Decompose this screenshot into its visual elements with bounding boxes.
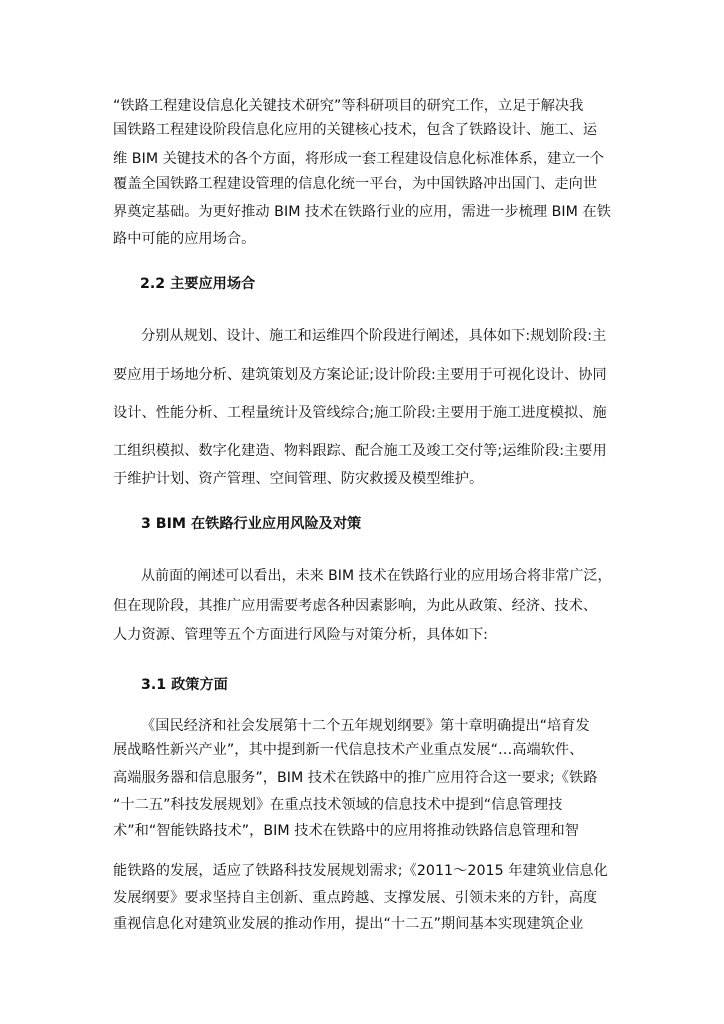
section-heading-3: 3 BIM 在铁路行业应用风险及对策 <box>141 516 362 532</box>
text-line: 维 BIM 关键技术的各个方面，将形成一套工程建设信息化标准体系，建立一个 <box>113 151 605 167</box>
text-line: 从前面的阐述可以看出，未来 BIM 技术在铁路行业的应用场合将非常广泛， <box>141 568 612 584</box>
text-line: 要应用于场地分析、建筑策划及方案论证;设计阶段:主要用于可视化设计、协同 <box>113 367 607 383</box>
text-line: 展战略性新兴产业”，其中提到新一代信息技术产业重点发展“…高端软件、 <box>113 742 584 758</box>
text-line: 人力资源、管理等五个方面进行风险与对策分析，具体如下: <box>113 627 489 643</box>
text-line: 重视信息化对建筑业发展的推动作用，提出“十二五”期间基本实现建筑企业 <box>113 916 584 932</box>
text-line: 但在现阶段，其推广应用需要考虑各种因素影响，为此从政策、经济、技术、 <box>113 598 598 614</box>
text-line: “铁路工程建设信息化关键技术研究”等科研项目的研究工作，立足于解决我 <box>113 98 584 114</box>
text-line: 路中可能的应用场合。 <box>113 231 256 247</box>
text-line: “十二五”科技发展规划》在重点技术领域的信息技术中提到“信息管理技 <box>113 797 563 813</box>
text-line: 分别从规划、设计、施工和运维四个阶段进行阐述，具体如下:规划阶段:主 <box>141 328 607 344</box>
text-line: 发展纲要》要求坚持自主创新、重点跨越、支撑发展、引领未来的方针，高度 <box>113 890 598 906</box>
text-line: 高端服务器和信息服务”，BIM 技术在铁路中的推广应用符合这一要求;《铁路 <box>113 770 598 786</box>
section-heading-3-1: 3.1 政策方面 <box>141 677 228 693</box>
section-heading-2-2: 2.2 主要应用场合 <box>140 276 256 292</box>
text-line: 工组织模拟、数字化建造、物料跟踪、配合施工及竣工交付等;运维阶段:主要用 <box>113 443 607 459</box>
text-line: 国铁路工程建设阶段信息化应用的关键核心技术，包含了铁路设计、施工、运 <box>113 122 598 138</box>
text-line: 于维护计划、资产管理、空间管理、防灾救援及模型维护。 <box>113 471 484 487</box>
text-line: 界奠定基础。为更好推动 BIM 技术在铁路行业的应用，需进一步梳理 BIM 在铁 <box>113 204 611 220</box>
text-line: 《国民经济和社会发展第十二个五年规划纲要》第十章明确提出“培育发 <box>141 718 590 734</box>
text-line: 术”和“智能铁路技术”，BIM 技术在铁路中的应用将推动铁路信息管理和智 <box>113 823 579 839</box>
text-line: 覆盖全国铁路工程建设管理的信息化统一平台，为中国铁路冲出国门、走向世 <box>113 176 598 192</box>
text-line: 能铁路的发展，适应了铁路科技发展规划需求;《2011～2015 年建筑业信息化 <box>113 863 608 879</box>
text-line: 设计、性能分析、工程量统计及管线综合;施工阶段:主要用于施工进度模拟、施 <box>113 405 607 421</box>
